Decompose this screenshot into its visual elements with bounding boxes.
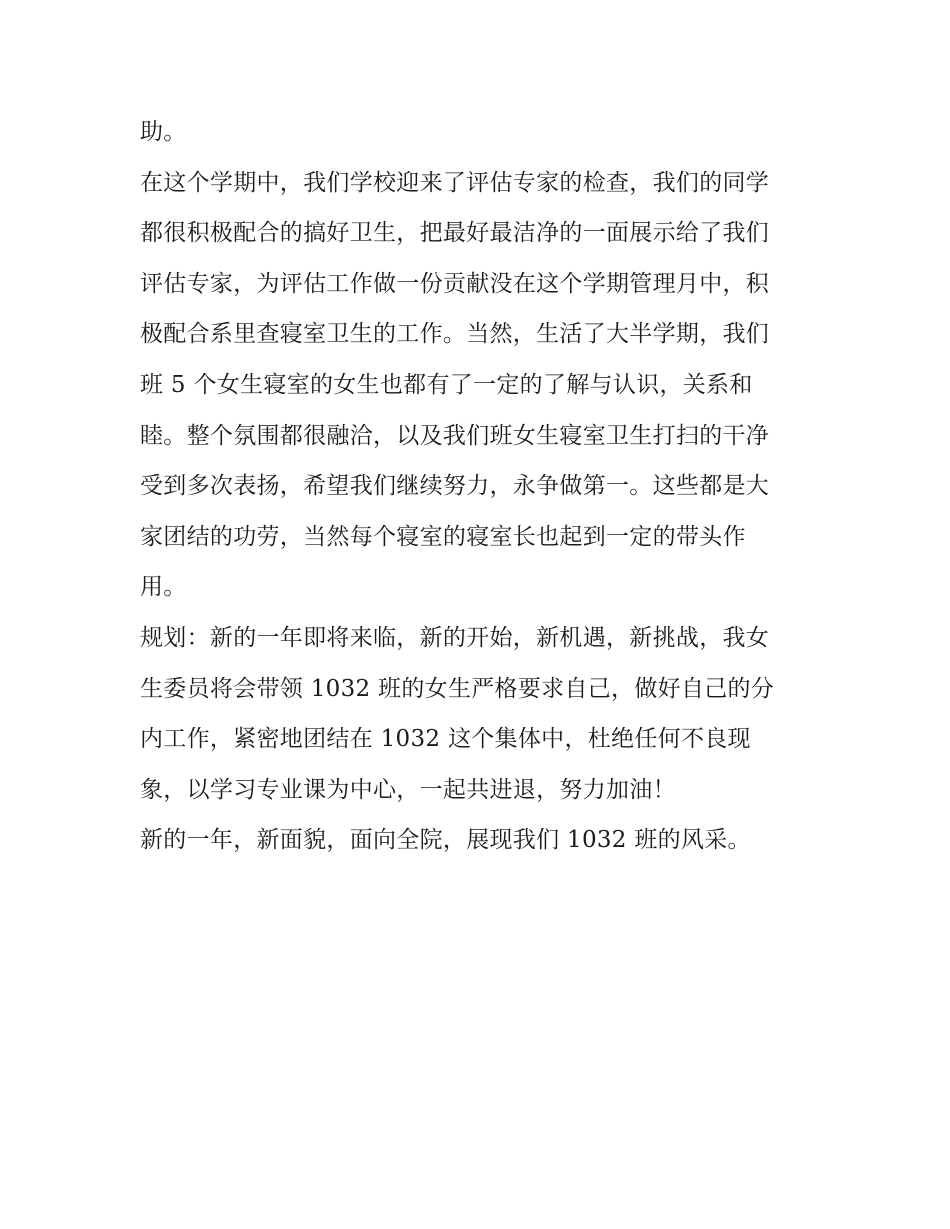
text-line: 班 5 个女生寝室的女生也都有了一定的了解与认识，关系和 bbox=[140, 371, 753, 398]
text-line: 家团结的功劳，当然每个寝室的寝室长也起到一定的带头作 bbox=[140, 523, 746, 550]
text-line: 评估专家，为评估工作做一份贡献没在这个学期管理月中，积 bbox=[140, 270, 770, 297]
text-line: 都很积极配合的搞好卫生，把最好最洁净的一面展示给了我们 bbox=[140, 220, 770, 247]
text-line: 极配合系里查寝室卫生的工作。当然，生活了大半学期，我们 bbox=[140, 321, 770, 348]
text-line: 睦。整个氛围都很融洽，以及我们班女生寝室卫生打扫的干净 bbox=[140, 422, 770, 449]
text-line: 助。 bbox=[140, 119, 187, 145]
text-line: 规划：新的一年即将来临，新的开始，新机遇，新挑战，我女 bbox=[140, 624, 770, 651]
text-line: 用。 bbox=[140, 574, 187, 601]
text-line: 生委员将会带领 1032 班的女生严格要求自己，做好自己的分 bbox=[140, 675, 775, 702]
text-line: 内工作，紧密地团结在 1032 这个集体中，杜绝任何不良现 bbox=[140, 726, 751, 753]
body-text bbox=[140, 107, 820, 866]
text-line: 受到多次表扬，希望我们继续努力，永争做第一。这些都是大 bbox=[140, 473, 770, 500]
text-line: 象，以学习专业课为中心，一起共进退，努力加油！ bbox=[140, 776, 676, 803]
text-line: 新的一年，新面貌，面向全院，展现我们 1032 班的风采。 bbox=[140, 827, 751, 854]
text-line: 在这个学期中，我们学校迎来了评估专家的检查，我们的同学 bbox=[140, 169, 770, 196]
